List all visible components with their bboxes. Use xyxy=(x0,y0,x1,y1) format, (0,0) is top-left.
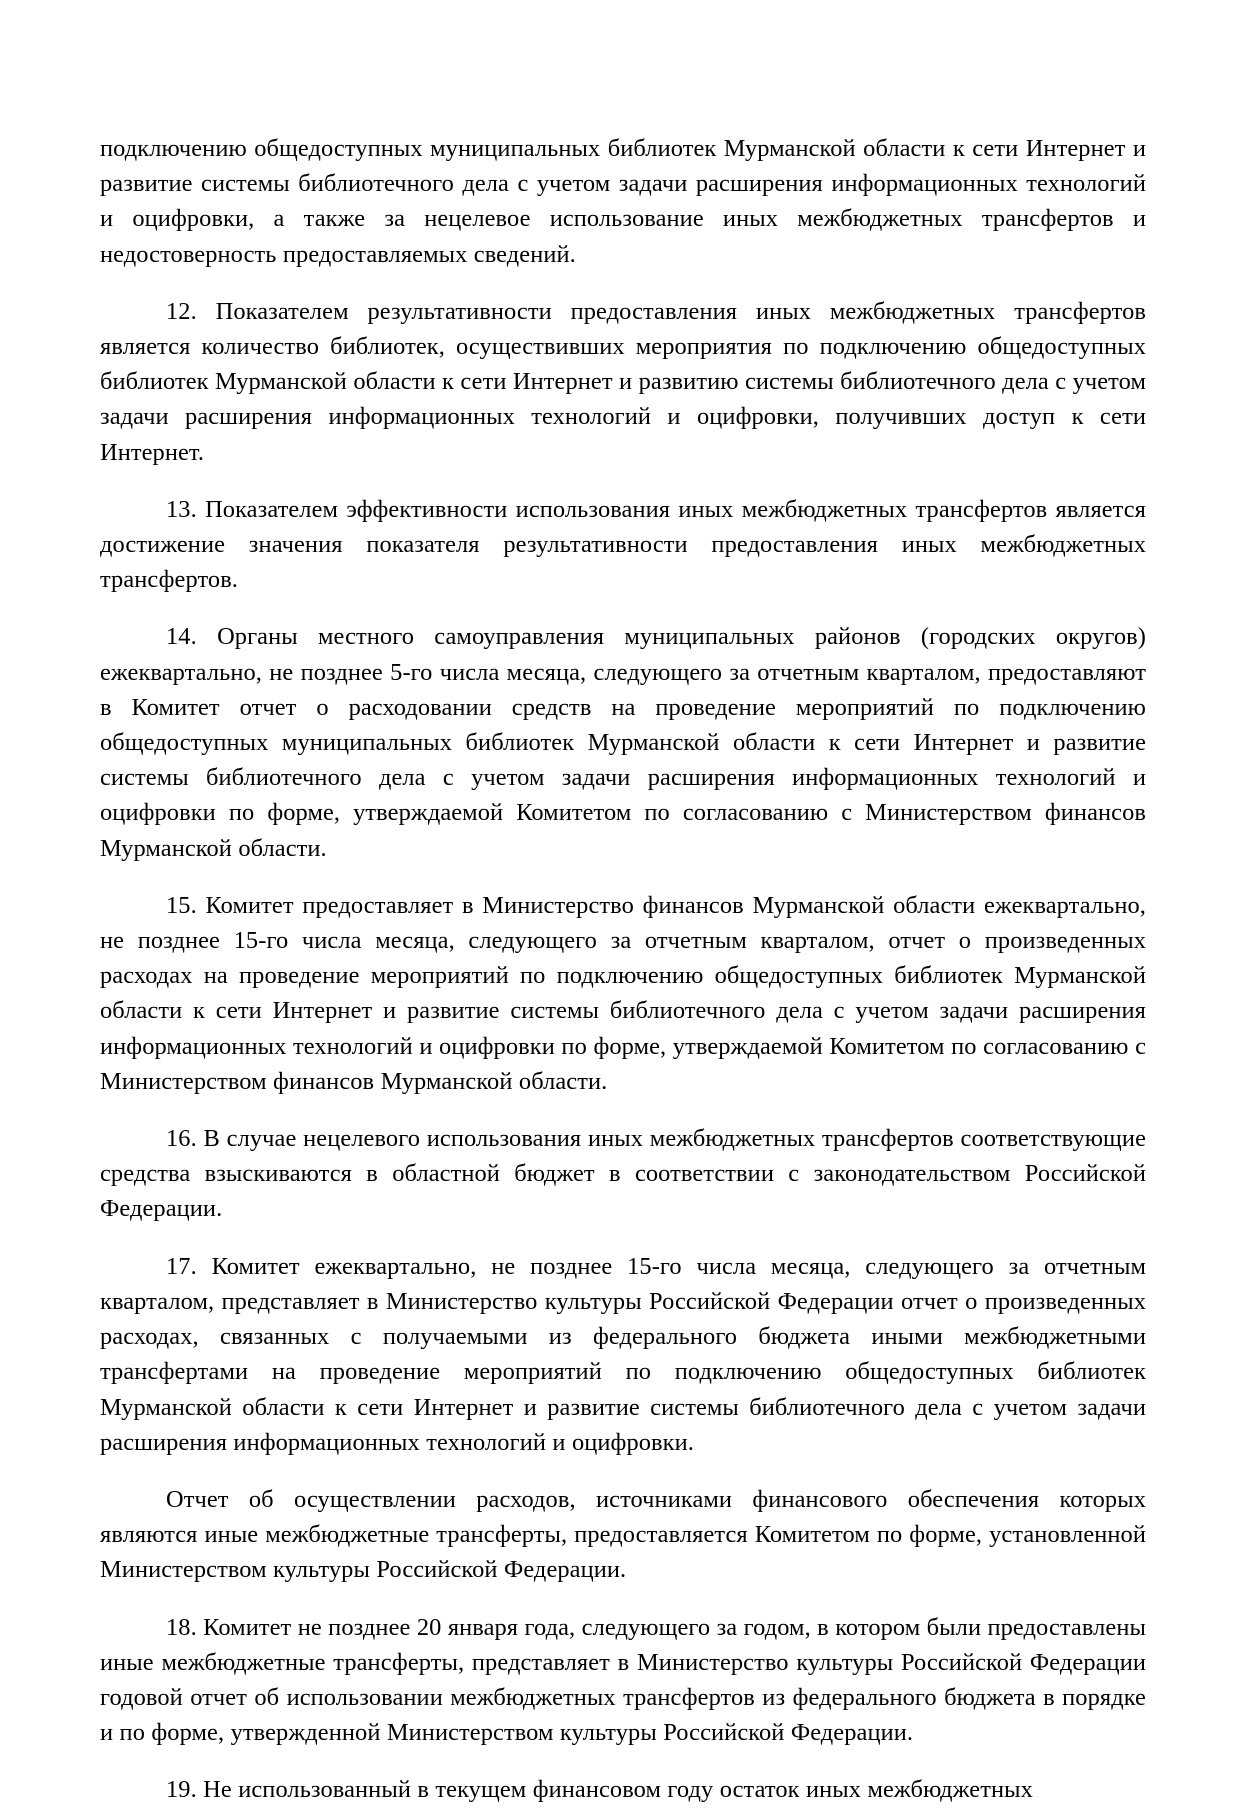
paragraph-item-15: 15. Комитет предоставляет в Министерство финансов Мурманской области ежеквартально, не позднее 15-го числа месяца, следующего за отчетным кварталом, отчет о произведенных расходах на проведение мероприятий по подключению общедоступных библиотек Мурманской области к сети Интернет и развитие системы библиотечного дела с учетом задачи расширения информационных технологий и оцифровки по форме, утверждаемой Комитетом по согласованию с Министерством финансов Мурманской области. xyxy=(100,891,1146,1095)
paragraph-item-12: 12. Показателем результативности предоставления иных межбюджетных трансфертов является количество библиотек, осуществивших мероприятия по подключению общедоступных библиотек Мурманской области к сети Интернет и развитию системы библиотечного дела с учетом задачи расширения информационных технологий и оцифровки, получивших доступ к сети Интернет. xyxy=(100,297,1146,466)
paragraph-item-13: 13. Показателем эффективности использования иных межбюджетных трансфертов является достижение значения показателя результативности предоставления иных межбюджетных трансфертов. xyxy=(100,495,1146,594)
paragraph-item-17-continued: Отчет об осуществлении расходов, источниками финансового обеспечения которых являются иные межбюджетные трансферты, предоставляется Комитетом по форме, установленной Министерством культуры Российской Федерации. xyxy=(100,1485,1146,1584)
document-text-column xyxy=(100,131,1146,1808)
paragraph-item-16: 16. В случае нецелевого использования иных межбюджетных трансфертов соответствующие средства взыскиваются в областной бюджет в соответствии с законодательством Российской Федерации. xyxy=(100,1125,1146,1223)
paragraph-item-14: 14. Органы местного самоуправления муниципальных районов (городских округов) ежеквартально, не позднее 5-го числа месяца, следующего за отчетным кварталом, предоставляют в Комитет отчет о расходовании средств на проведение мероприятий по подключению общедоступных муниципальных библиотек Мурманской области к сети Интернет и развитие системы библиотечного дела с учетом задачи расширения информационных технологий и оцифровки по форме, утверждаемой Комитетом по согласованию с Министерством финансов Мурманской области. xyxy=(100,623,1146,862)
paragraph-item-19: 19. Не использованный в текущем финансовом году остаток иных межбюджетных xyxy=(166,1776,1033,1804)
paragraph-item-18: 18. Комитет не позднее 20 января года, следующего за годом, в котором были предоставлены иные межбюджетные трансферты, представляет в Министерство культуры Российской Федерации годовой отчет об использовании межбюджетных трансфертов из федерального бюджета в порядке и по форме, утвержденной Министерством культуры Российской Федерации. xyxy=(100,1613,1146,1747)
paragraph-item-17: 17. Комитет ежеквартально, не позднее 15-го числа месяца, следующего за отчетным кварталом, представляет в Министерство культуры Российской Федерации отчет о произведенных расходах, связанных с получаемыми из федерального бюджета иными межбюджетными трансфертами на проведение мероприятий по подключению общедоступных библиотек Мурманской области к сети Интернет и развитие системы библиотечного дела с учетом задачи расширения информационных технологий и оцифровки. xyxy=(100,1252,1146,1456)
paragraph-continued-11: подключению общедоступных муниципальных библиотек Мурманской области к сети Интернет и развитие системы библиотечного дела с учетом задачи расширения информационных технологий и оцифровки, а также за нецелевое использование иных межбюджетных трансфертов и недостоверность предоставляемых сведений. xyxy=(100,135,1146,268)
